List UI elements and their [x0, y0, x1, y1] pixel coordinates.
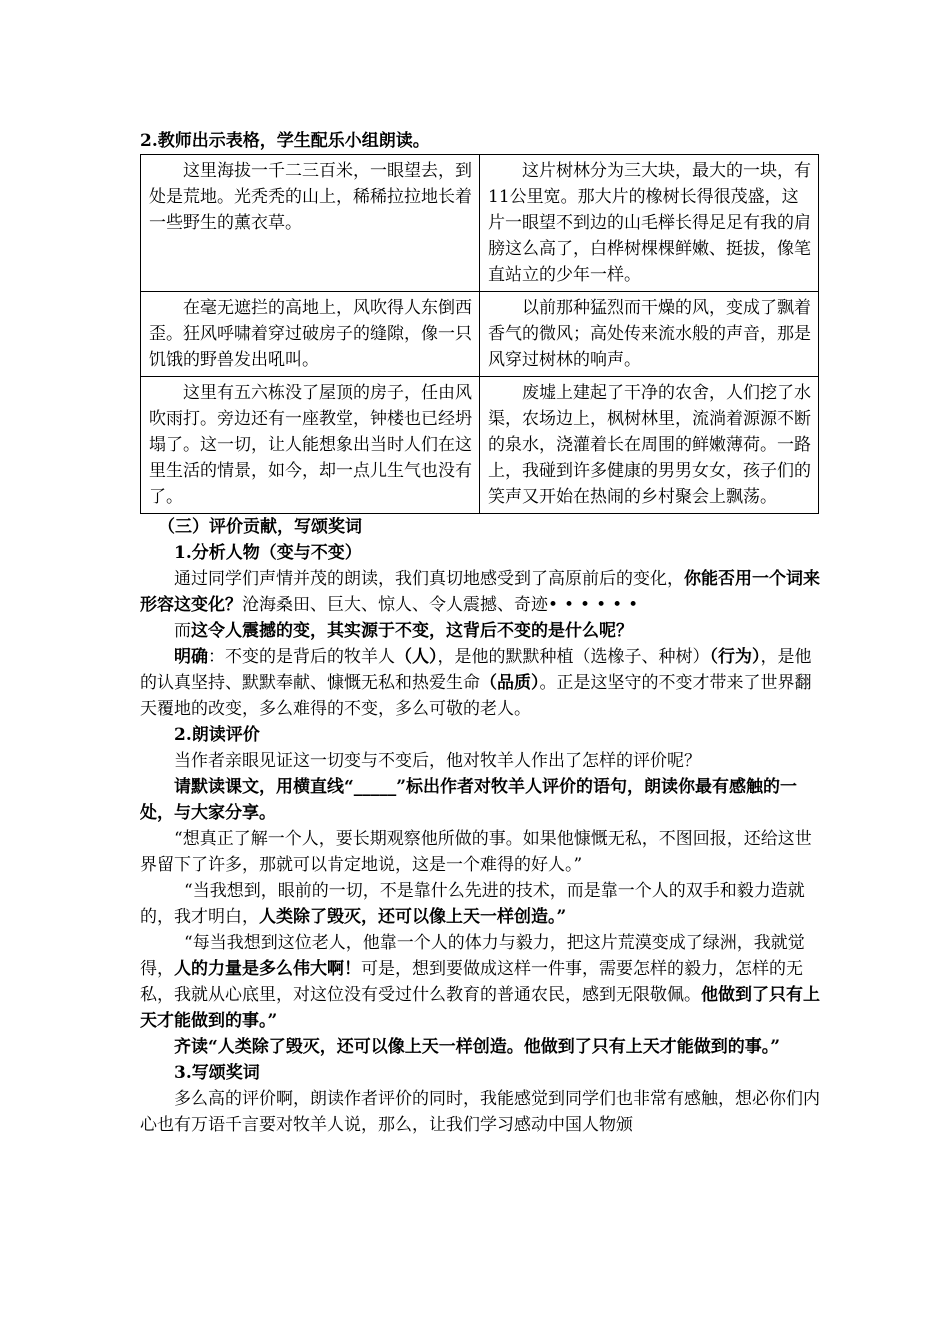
quote-paragraph: “想真正了解一个人，要长期观察他所做的事。如果他慷慨无私，不图回报，还给这世界留下了许多，那就可以肯定地说，这是一个难得的好人。”: [140, 829, 812, 875]
table-cell: 这片树林分为三大块，最大的一块，有11公里宽。那大片的橡树长得很茂盛，这片一眼望不到边的山毛榉长得足足有我的肩膀这么高了，白桦树棵棵鲜嫩、挺拔，像笔直站立的少年一样。: [480, 155, 819, 292]
table-cell: 在毫无遮拦的高地上，风吹得人东倒西歪。狂风呼啸着穿过破房子的缝隙，像一只饥饿的野兽发出吼叫。: [141, 292, 480, 377]
paragraph: 多么高的评价啊，朗读作者评价的同时，我能感觉到同学们也非常有感触，想必你们内心也有万语千言要对牧羊人说，那么，让我们学习感动中国人物颁: [140, 1089, 820, 1135]
table-cell: 废墟上建起了干净的农舍，人们挖了水渠，农场边上，枫树林里，流淌着源源不断的泉水，浇灌着长在周围的鲜嫩薄荷。一路上，我碰到许多健康的男男女女，孩子们的笑声又开始在热闹的乡村聚会上飘荡。: [480, 377, 819, 514]
table-row: [141, 292, 819, 377]
bold-text: （行为）: [709, 647, 761, 667]
text: “每当我想到这位老人，他靠一个人的体力与毅力，把这片荒漠变成了绿洲，我就觉得，: [140, 933, 805, 979]
text: 通过同学们声情并茂的朗读，我们真切地感受到了高原前后的变化，: [174, 569, 684, 589]
text: 。正是这坚守的不变才带来了世界翻天覆地的改变，多么难得的不变，多么可敬的老人。: [140, 673, 812, 719]
paragraph: [140, 1034, 820, 1060]
label-text: 齐读: [174, 1037, 208, 1057]
ellipsis-dots: ••••••: [548, 595, 645, 615]
question-text: 这令人震撼的变，其实源于不变，这背后不变的是什么呢？: [191, 621, 633, 641]
instruction-paragraph: 请默读课文，用横直线“_____”标出作者对牧羊人评价的语句，朗读你最有感触的一处，与大家分享。: [140, 777, 798, 823]
quote-paragraph: [140, 878, 820, 930]
text: ：不变的是背后的牧羊人: [208, 647, 395, 667]
quote-paragraph: [140, 930, 820, 1034]
text: 可是，想到要做成这样一件事，需要怎样的毅力，怎样的无私，我就从心底里，对这位没有受过什么教育的普通农民，感到无限敬佩。: [140, 959, 803, 1005]
document-content: [140, 128, 820, 1138]
paragraph: [140, 644, 820, 722]
bold-text: 人的力量是多么伟大啊！: [174, 959, 361, 979]
bold-text: （品质）: [480, 673, 540, 693]
paragraph: [140, 618, 820, 644]
paragraph: 当作者亲眼见证这一切变与不变后，他对牧羊人作出了怎样的评价呢？: [174, 751, 701, 771]
label-text: 明确: [174, 647, 208, 667]
text: ，是他的认真坚持、默默奉献、慷慨无私和热爱生命: [140, 647, 812, 693]
table-row: [141, 155, 819, 292]
table-cell: 这里海拔一千二三百米，一眼望去，到处是荒地。光秃秃的山上，稀稀拉拉地长着一些野生的薰衣草。: [141, 155, 480, 292]
step-heading: 2.教师出示表格，学生配乐小组朗读。: [140, 131, 430, 151]
subsection-title: 2.朗读评价: [174, 725, 260, 745]
table-cell: 这里有五六栋没了屋顶的房子，任由风吹雨打。旁边还有一座教堂，钟楼也已经坍塌了。这一切，让人能想象出当时人们在这里生活的情景，如今，却一点儿生气也没有了。: [141, 377, 480, 514]
subsection-title: 1.分析人物（变与不变）: [174, 543, 362, 563]
answer-text: 沧海桑田、巨大、惊人、令人震撼、奇迹: [242, 595, 548, 615]
text: 而: [174, 621, 191, 641]
comparison-table: [140, 154, 819, 514]
bold-text: 人类除了毁灭，还可以像上天一样创造。”: [259, 907, 567, 927]
text: “当我想到，眼前的一切，不是靠什么先进的技术，而是靠一个人的双手和毅力造就的，我才明白，: [140, 881, 805, 927]
bold-text: “人类除了毁灭，还可以像上天一样创造。他做到了只有上天才能做到的事。”: [208, 1037, 781, 1057]
table-cell: 以前那种猛烈而干燥的风，变成了飘着香气的微风；高处传来流水般的声音，那是风穿过树林的响声。: [480, 292, 819, 377]
question-text: 你能否用一个词来形容这变化？: [140, 569, 820, 615]
bold-text: （人）: [395, 647, 438, 667]
table-row: [141, 377, 819, 514]
paragraph: [140, 566, 820, 618]
text: ，是他的默默种植（选橡子、种树）: [437, 647, 710, 667]
subsection-title: 3.写颂奖词: [174, 1063, 260, 1083]
bold-text: 他做到了只有上天才能做到的事。”: [140, 985, 820, 1031]
section-heading: （三）评价贡献，写颂奖词: [158, 517, 362, 537]
